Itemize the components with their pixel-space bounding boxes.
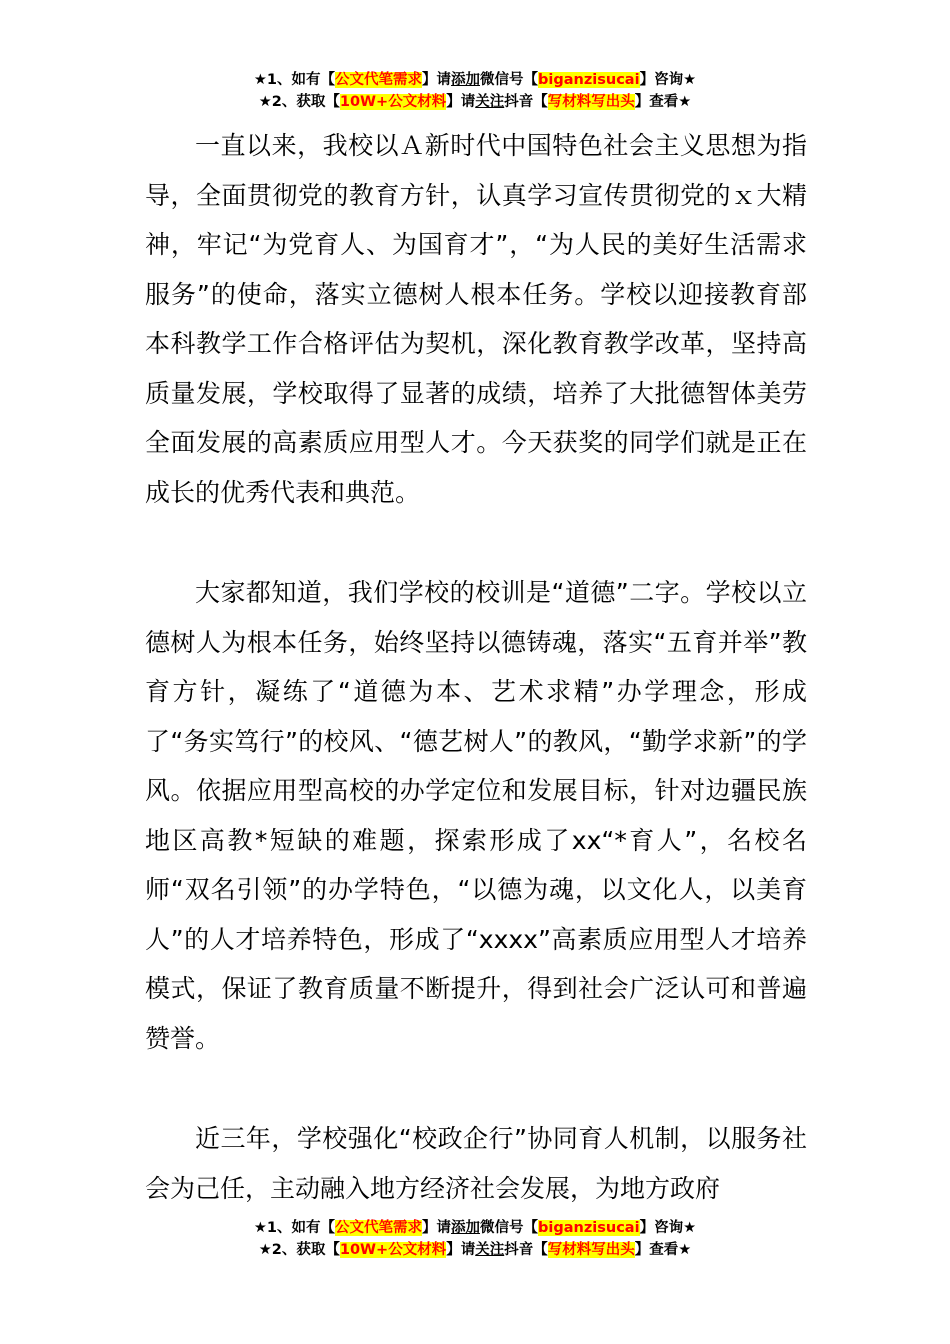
promo-text: 微信号【: [480, 1220, 539, 1236]
promo-highlight: 10W+公文材料: [339, 1242, 447, 1258]
promo-line-1: [0, 1217, 950, 1239]
footer-promo-banner: [0, 1217, 950, 1261]
promo-text: 】查看★: [634, 1242, 692, 1258]
promo-underlined: 添加: [451, 1220, 481, 1236]
promo-line-2: [0, 91, 950, 113]
promo-text: ★2、获取【: [258, 94, 340, 110]
promo-highlight: biganzisucai: [538, 72, 640, 88]
promo-line-1: [0, 69, 950, 91]
promo-text: 抖音【: [504, 94, 548, 110]
promo-highlight: 10W+公文材料: [339, 94, 447, 110]
promo-text: ★1、如有【: [253, 1220, 336, 1236]
promo-text: 微信号【: [480, 72, 539, 88]
document-body: [145, 121, 807, 1213]
promo-text: 】请: [446, 94, 476, 110]
paragraph-3: 近三年，学校强化“校政企行”协同育人机制，以服务社会为己任，主动融入地方经济社会发展，为地方政府: [145, 1124, 807, 1203]
promo-text: 】请: [446, 1242, 476, 1258]
promo-text: 】请: [422, 72, 452, 88]
promo-text: 】咨询★: [639, 1220, 697, 1236]
paragraph-2: 大家都知道，我们学校的校训是“道德”二字。学校以立德树人为根本任务，始终坚持以德铸魂，落实“五育并举”教育方针，凝练了“道德为本、艺术求精”办学理念，形成了“务实笃行”的校风、“德艺树人”的教风，“勤学求新”的学风。依据应用型高校的办学定位和发展目标，针对边疆民族地区高教*短缺的难题，探索形成了xx“*育人”，名校名师“双名引领”的办学特色，“以德为魂，以文化人，以美育人”的人才培养特色，形成了“xxxx”高素质应用型人才培养模式，保证了教育质量不断提升，得到社会广泛认可和普遍赞誉。: [145, 578, 807, 1053]
promo-text: 】查看★: [634, 94, 692, 110]
promo-highlight: 公文代笔需求: [335, 72, 423, 88]
promo-text: ★2、获取【: [258, 1242, 340, 1258]
promo-text: 】请: [422, 1220, 452, 1236]
promo-highlight: 写材料写出头: [547, 1242, 635, 1258]
promo-text: ★1、如有【: [253, 72, 336, 88]
promo-text: 】咨询★: [639, 72, 697, 88]
promo-line-2: [0, 1239, 950, 1261]
promo-text: 抖音【: [504, 1242, 548, 1258]
paragraph-1: 一直以来，我校以Ａ新时代中国特色社会主义思想为指导，全面贯彻党的教育方针，认真学习宣传贯彻党的ｘ大精神，牢记“为党育人、为国育才”，“为人民的美好生活需求服务”的使命，落实立德树人根本任务。学校以迎接教育部本科教学工作合格评估为契机，深化教育教学改革，坚持高质量发展，学校取得了显著的成绩，培养了大批德智体美劳全面发展的高素质应用型人才。今天获奖的同学们就是正在成长的优秀代表和典范。: [145, 131, 807, 507]
promo-underlined: 关注: [475, 94, 505, 110]
promo-highlight: biganzisucai: [538, 1220, 640, 1236]
promo-highlight: 写材料写出头: [547, 94, 635, 110]
header-promo-banner: [0, 69, 950, 113]
promo-underlined: 关注: [475, 1242, 505, 1258]
promo-underlined: 添加: [451, 72, 481, 88]
promo-highlight: 公文代笔需求: [335, 1220, 423, 1236]
